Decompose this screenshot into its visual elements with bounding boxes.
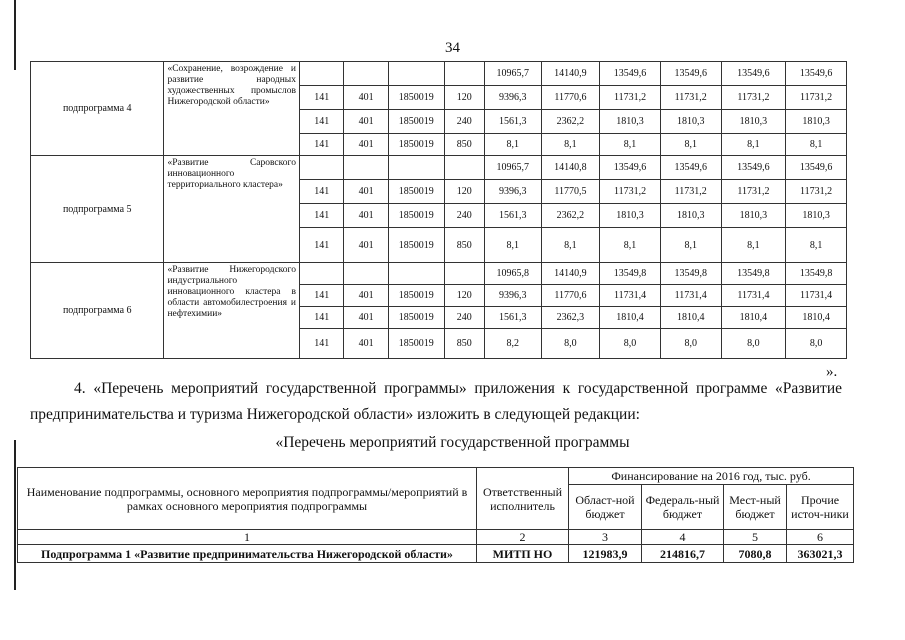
table-cell: 8,1 xyxy=(721,134,786,156)
page-number: 34 xyxy=(445,40,460,56)
paragraph-amendment: 4. «Перечень мероприятий государственной программы» приложения к государственной программе «Развитие предпринимательства и туризма Нижегородской области» изложить в следующей редакции: xyxy=(30,380,842,423)
table-cell: 401 xyxy=(344,86,388,110)
page-edge-mark xyxy=(14,0,16,70)
local-budget-value: 7080,8 xyxy=(724,545,787,563)
table-cell: 13549,8 xyxy=(786,263,847,285)
table-cell: 1810,3 xyxy=(786,110,847,134)
subprogram-label: подпрограмма 4 xyxy=(31,62,164,156)
program-funding-table xyxy=(30,61,847,359)
table-cell: 10965,7 xyxy=(484,62,541,86)
table-cell: 850 xyxy=(444,134,484,156)
table-cell xyxy=(299,62,343,86)
table-cell: 141 xyxy=(299,204,343,228)
table-cell: 1850019 xyxy=(388,228,444,263)
table-cell: 1850019 xyxy=(388,329,444,359)
header-federal: Федераль-ный бюджет xyxy=(642,485,724,530)
subprogram-executor: МИТП НО xyxy=(477,545,569,563)
table-cell: 9396,3 xyxy=(484,285,541,307)
column-number: 1 xyxy=(18,530,477,545)
header-executor: Ответственный исполнитель xyxy=(477,468,569,530)
table-cell: 401 xyxy=(344,204,388,228)
table-cell: 13549,8 xyxy=(721,263,786,285)
table-cell: 240 xyxy=(444,307,484,329)
table-cell: 141 xyxy=(299,86,343,110)
table-cell: 401 xyxy=(344,134,388,156)
table-cell: 1810,3 xyxy=(600,204,661,228)
table-row xyxy=(31,263,847,285)
table-cell: 1810,4 xyxy=(721,307,786,329)
table-cell: 11731,4 xyxy=(600,285,661,307)
regional-budget-value: 121983,9 xyxy=(569,545,642,563)
table-cell: 11731,4 xyxy=(721,285,786,307)
table-cell: 120 xyxy=(444,180,484,204)
table-cell: 8,0 xyxy=(600,329,661,359)
table-cell: 10965,7 xyxy=(484,156,541,180)
table-cell: 13549,8 xyxy=(660,263,721,285)
table-cell: 8,1 xyxy=(600,134,661,156)
table-cell: 11731,2 xyxy=(600,86,661,110)
table-cell: 14140,8 xyxy=(541,156,600,180)
subprogram-label: подпрограмма 6 xyxy=(31,263,164,359)
table-cell: 13549,6 xyxy=(721,156,786,180)
table-cell: 240 xyxy=(444,110,484,134)
table-cell: 8,1 xyxy=(600,228,661,263)
table-cell: 401 xyxy=(344,307,388,329)
table-cell: 11770,6 xyxy=(541,86,600,110)
column-number: 4 xyxy=(642,530,724,545)
table-cell: 11731,2 xyxy=(786,86,847,110)
paragraph-list-title: «Перечень мероприятий государственной программы xyxy=(275,434,630,451)
table-cell: 14140,9 xyxy=(541,263,600,285)
table-cell: 1810,3 xyxy=(660,204,721,228)
table-cell: 1810,4 xyxy=(600,307,661,329)
table-cell: 401 xyxy=(344,110,388,134)
table-cell: 1561,3 xyxy=(484,110,541,134)
table-cell xyxy=(344,156,388,180)
column-number: 6 xyxy=(787,530,854,545)
table-cell: 141 xyxy=(299,307,343,329)
table-cell: 141 xyxy=(299,228,343,263)
table-cell: 13549,6 xyxy=(600,62,661,86)
table-cell: 10965,8 xyxy=(484,263,541,285)
table-row xyxy=(31,62,847,86)
table-cell: 11731,4 xyxy=(660,285,721,307)
table-cell xyxy=(444,263,484,285)
column-number: 3 xyxy=(569,530,642,545)
table-cell: 1810,3 xyxy=(600,110,661,134)
table-cell: 11731,2 xyxy=(721,86,786,110)
subprogram-label: подпрограмма 5 xyxy=(31,156,164,263)
table-cell: 8,1 xyxy=(484,228,541,263)
table-cell: 1810,3 xyxy=(721,204,786,228)
table-cell: 8,0 xyxy=(786,329,847,359)
table-cell: 8,1 xyxy=(541,134,600,156)
table-cell: 1810,3 xyxy=(721,110,786,134)
table-cell xyxy=(444,156,484,180)
table-cell: 13549,8 xyxy=(600,263,661,285)
subprogram-title: «Развитие Саровского инновационного территориального кластера» xyxy=(164,156,299,263)
table-cell: 13549,6 xyxy=(660,156,721,180)
table-cell: 11731,2 xyxy=(660,180,721,204)
table-cell: 1810,4 xyxy=(660,307,721,329)
table-cell: 141 xyxy=(299,285,343,307)
events-list-table xyxy=(17,467,854,563)
table-cell: 141 xyxy=(299,329,343,359)
table-cell: 9396,3 xyxy=(484,180,541,204)
table-cell xyxy=(344,62,388,86)
table-cell: 401 xyxy=(344,180,388,204)
subprogram-title: «Сохранение, возрождение и развитие народных художественных промыслов Нижегородской области» xyxy=(164,62,299,156)
page-edge-mark xyxy=(14,440,16,590)
table-cell: 1561,3 xyxy=(484,204,541,228)
table-cell: 120 xyxy=(444,285,484,307)
table-cell: 8,0 xyxy=(660,329,721,359)
table-cell: 1850019 xyxy=(388,204,444,228)
table-cell xyxy=(388,156,444,180)
table-cell: 401 xyxy=(344,329,388,359)
table-cell: 11731,2 xyxy=(660,86,721,110)
table-cell: 11731,2 xyxy=(721,180,786,204)
other-sources-value: 363021,3 xyxy=(787,545,854,563)
table-cell xyxy=(299,263,343,285)
table-cell: 1810,3 xyxy=(786,204,847,228)
table-cell: 1810,3 xyxy=(660,110,721,134)
table-cell: 1810,4 xyxy=(786,307,847,329)
federal-budget-value: 214816,7 xyxy=(642,545,724,563)
table-cell: 8,1 xyxy=(660,228,721,263)
table-cell: 13549,6 xyxy=(721,62,786,86)
table-cell: 13549,6 xyxy=(600,156,661,180)
table-cell: 8,1 xyxy=(541,228,600,263)
table-cell: 11731,2 xyxy=(600,180,661,204)
table-cell: 8,1 xyxy=(484,134,541,156)
table-cell: 8,2 xyxy=(484,329,541,359)
table-cell xyxy=(444,62,484,86)
column-number: 5 xyxy=(724,530,787,545)
table-cell: 141 xyxy=(299,134,343,156)
table-cell: 8,1 xyxy=(786,228,847,263)
table-cell: 401 xyxy=(344,228,388,263)
table-cell: 850 xyxy=(444,228,484,263)
table-cell: 11770,5 xyxy=(541,180,600,204)
table-cell: 1850019 xyxy=(388,86,444,110)
table-cell: 13549,6 xyxy=(786,156,847,180)
table-cell: 8,1 xyxy=(721,228,786,263)
table-cell: 14140,9 xyxy=(541,62,600,86)
table-cell: 2362,3 xyxy=(541,307,600,329)
header-name: Наименование подпрограммы, основного мероприятия подпрограммы/мероприятий в рамках основного мероприятия подпрограммы xyxy=(18,468,477,530)
table-cell: 8,1 xyxy=(786,134,847,156)
table-cell: 1850019 xyxy=(388,180,444,204)
subprogram-name: Подпрограмма 1 «Развитие предпринимательства Нижегородской области» xyxy=(18,545,477,563)
subprogram-title: «Развитие Нижегородского индустриального инновационного кластера в области автомобилестроения и нефтехимии» xyxy=(164,263,299,359)
table-cell: 141 xyxy=(299,180,343,204)
table-cell: 2362,2 xyxy=(541,110,600,134)
table-cell: 11731,4 xyxy=(786,285,847,307)
column-number: 2 xyxy=(477,530,569,545)
table-cell xyxy=(388,263,444,285)
header-regional: Област-ной бюджет xyxy=(569,485,642,530)
header-other: Прочие источ-ники xyxy=(787,485,854,530)
table-cell: 401 xyxy=(344,285,388,307)
table-cell: 1561,3 xyxy=(484,307,541,329)
table-cell: 141 xyxy=(299,110,343,134)
table-cell: 8,0 xyxy=(721,329,786,359)
table-cell: 850 xyxy=(444,329,484,359)
table-cell: 8,0 xyxy=(541,329,600,359)
table-cell xyxy=(388,62,444,86)
table-cell: 9396,3 xyxy=(484,86,541,110)
table-cell: 11731,2 xyxy=(786,180,847,204)
table-cell: 2362,2 xyxy=(541,204,600,228)
table-cell: 1850019 xyxy=(388,307,444,329)
table-cell: 1850019 xyxy=(388,285,444,307)
table-cell: 1850019 xyxy=(388,110,444,134)
table-cell: 1850019 xyxy=(388,134,444,156)
table-cell xyxy=(299,156,343,180)
table-cell: 120 xyxy=(444,86,484,110)
header-financing: Финансирование на 2016 год, тыс. руб. xyxy=(569,468,854,485)
table-cell: 13549,6 xyxy=(660,62,721,86)
table-row xyxy=(31,156,847,180)
table-cell: 8,1 xyxy=(660,134,721,156)
table-cell xyxy=(344,263,388,285)
table-cell: 11770,6 xyxy=(541,285,600,307)
table-cell: 13549,6 xyxy=(786,62,847,86)
closing-quote: ». xyxy=(826,364,838,380)
table-cell: 240 xyxy=(444,204,484,228)
header-local: Мест-ный бюджет xyxy=(724,485,787,530)
